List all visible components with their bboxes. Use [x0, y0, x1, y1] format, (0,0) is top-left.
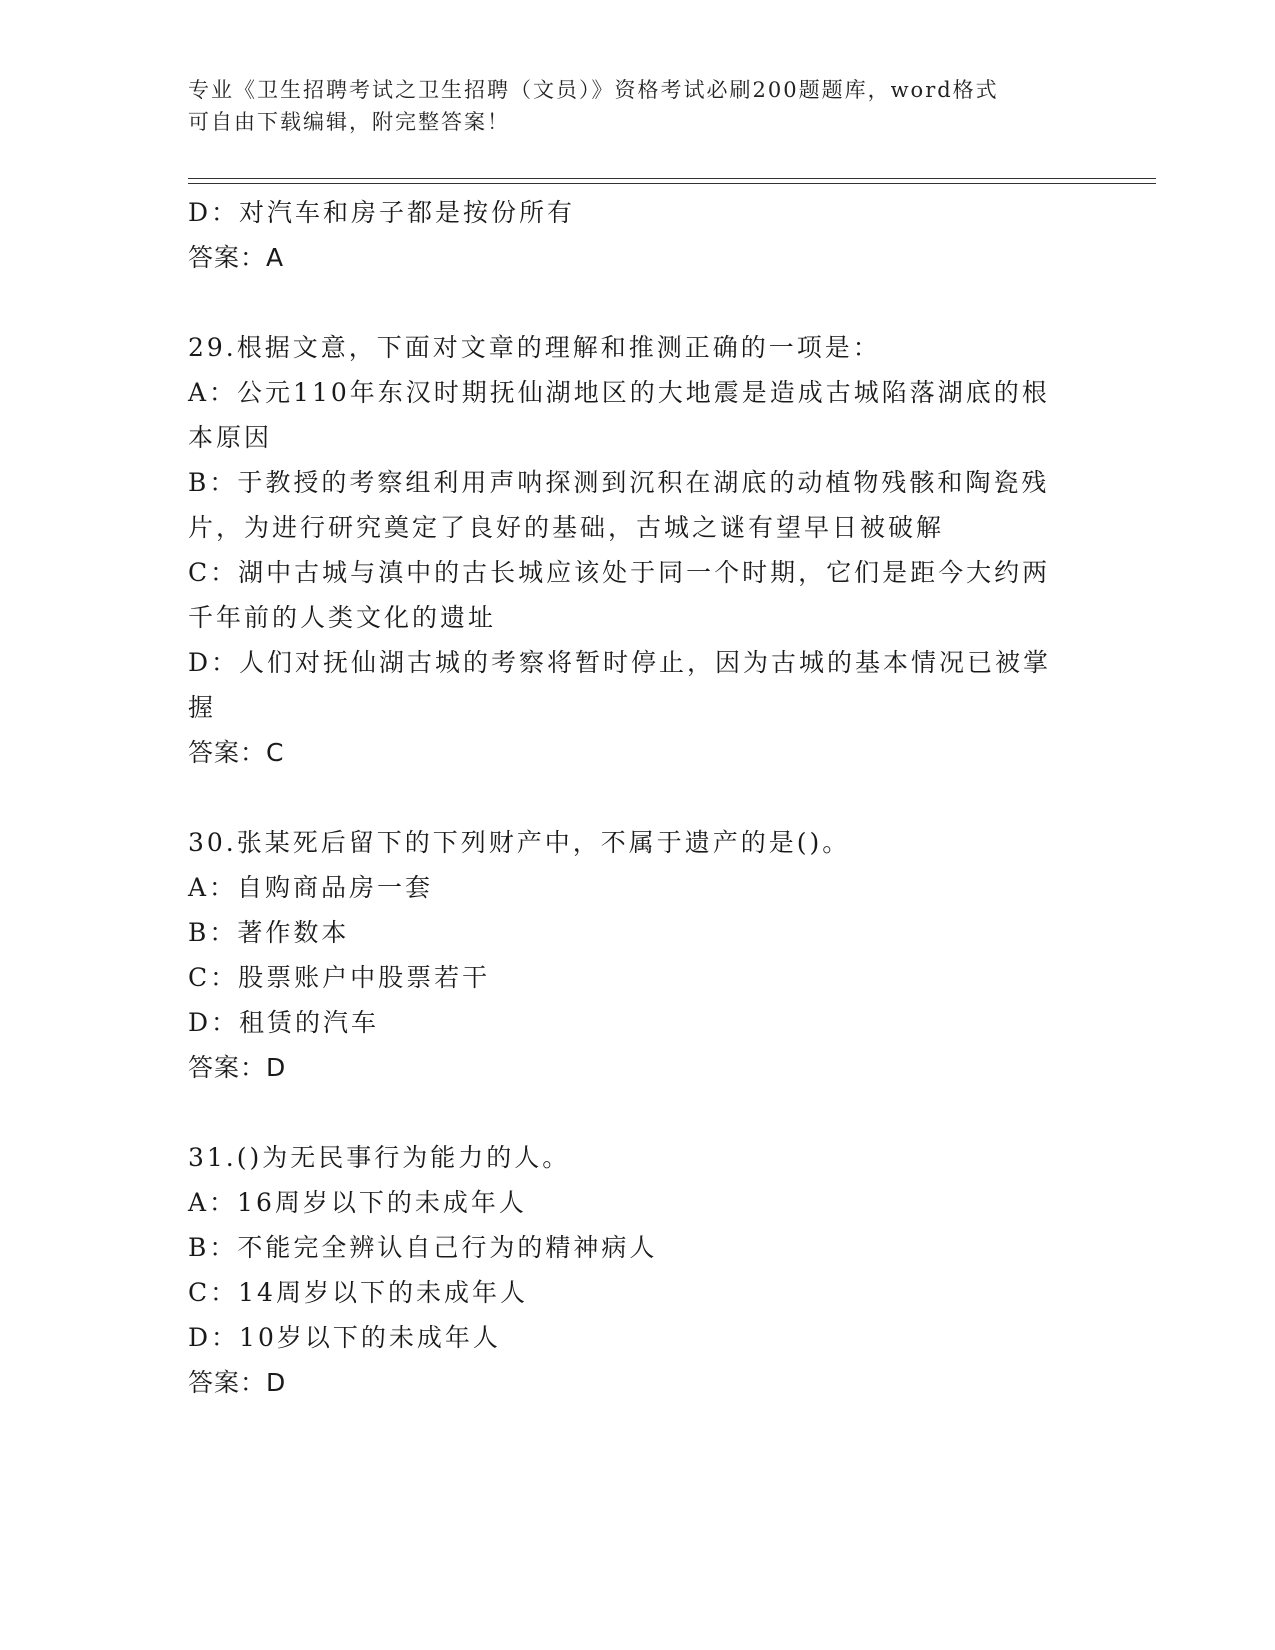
header-divider-bottom [188, 183, 1156, 184]
q29-option-c-line-2: 千年前的人类文化的遗址 [188, 603, 497, 632]
q30-option-c: C：股票账户中股票若干 [188, 963, 491, 992]
question-28-tail [188, 190, 1088, 280]
q29-option-b-line-1: B：于教授的考察组利用声呐探测到沉积在湖底的动植物残骸和陶瓷残 [188, 468, 1050, 497]
header-title-line-1: 专业《卫生招聘考试之卫生招聘（文员）》资格考试必刷200题题库，word格式 [188, 78, 999, 102]
spacer [188, 775, 1088, 820]
spacer [188, 1090, 1088, 1135]
q31-option-d: D：10岁以下的未成年人 [188, 1323, 501, 1352]
q29-option-b-line-2: 片，为进行研究奠定了良好的基础，古城之谜有望早日被破解 [188, 513, 945, 542]
q30-option-b: B：著作数本 [188, 918, 350, 947]
page-header [188, 74, 1088, 138]
q29-option-a-line-1: A：公元110年东汉时期抚仙湖地区的大地震是造成古城陷落湖底的根 [188, 378, 1050, 407]
q30-option-d: D：租赁的汽车 [188, 1008, 380, 1037]
q31-option-b: B：不能完全辨认自己行为的精神病人 [188, 1233, 658, 1262]
q29-option-a-line-2: 本原因 [188, 423, 273, 452]
q28-answer: 答案：A [188, 243, 285, 272]
q31-option-a: A：16周岁以下的未成年人 [188, 1188, 527, 1217]
question-content [188, 190, 1088, 1405]
q29-option-c-line-1: C：湖中古城与滇中的古长城应该处于同一个时期，它们是距今大约两 [188, 558, 1051, 587]
question-30 [188, 820, 1088, 1090]
q31-option-c: C：14周岁以下的未成年人 [188, 1278, 528, 1307]
q29-answer: 答案：C [188, 738, 285, 767]
q30-option-a: A：自购商品房一套 [188, 873, 434, 902]
q29-option-d-line-1: D：人们对抚仙湖古城的考察将暂时停止，因为古城的基本情况已被掌 [188, 648, 1052, 677]
header-divider-top [188, 178, 1156, 179]
question-31 [188, 1135, 1088, 1405]
header-title-line-2: 可自由下载编辑，附完整答案！ [188, 110, 510, 134]
q30-stem: 30.张某死后留下的下列财产中，不属于遗产的是()。 [188, 828, 851, 857]
question-29 [188, 325, 1088, 775]
q31-answer: 答案：D [188, 1368, 287, 1397]
q29-option-d-line-2: 握 [188, 693, 217, 722]
spacer [188, 280, 1088, 325]
q28-option-d: D：对汽车和房子都是按份所有 [188, 198, 576, 227]
q29-stem: 29.根据文意，下面对文章的理解和推测正确的一项是： [188, 333, 881, 362]
q31-stem: 31.()为无民事行为能力的人。 [188, 1143, 571, 1172]
q30-answer: 答案：D [188, 1053, 287, 1082]
